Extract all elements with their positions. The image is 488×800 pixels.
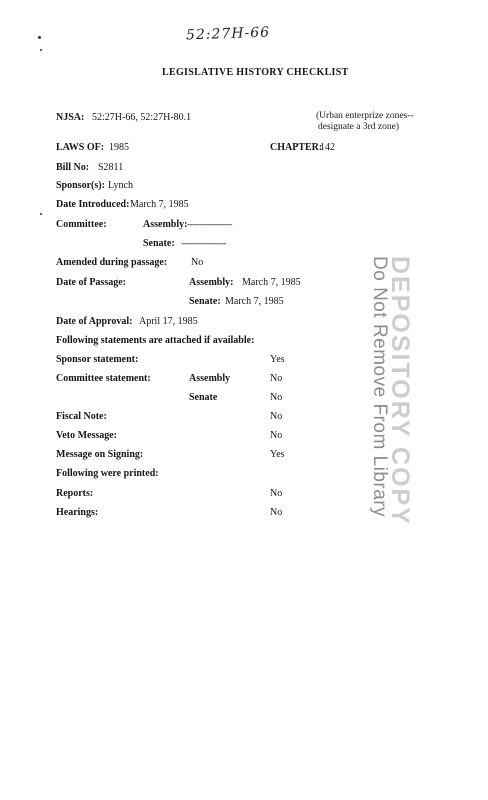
committee-statement-assembly-value: No — [270, 373, 283, 384]
fiscal-note-label: Fiscal Note: — [56, 411, 107, 422]
committee-statement-senate-value: No — [270, 392, 283, 403]
date-introduced-label: Date Introduced: — [56, 199, 130, 210]
passage-senate-label: Senate: — [189, 296, 221, 307]
sponsors-label: Sponsor(s): — [56, 180, 105, 191]
committee-statement-senate-label: Senate — [189, 392, 218, 403]
sponsors-value: Lynch — [108, 180, 133, 191]
committee-assembly-label: Assembly: — [143, 219, 188, 230]
reports-value: No — [270, 488, 283, 499]
attached-statements-header: Following statements are attached if available: — [56, 335, 255, 346]
passage-senate-value: March 7, 1985 — [225, 296, 284, 307]
sponsor-statement-value: Yes — [270, 354, 285, 365]
njsa-value: 52:27H-66, 52:27H-80.1 — [92, 112, 192, 123]
subject-note-line1: (Urban enterprize zones-- — [316, 111, 414, 121]
amended-label: Amended during passage: — [56, 257, 168, 268]
date-of-passage-label: Date of Passage: — [56, 277, 126, 288]
passage-assembly-value: March 7, 1985 — [242, 277, 301, 288]
committee-senate-label: Senate: — [143, 238, 175, 249]
date-of-approval-label: Date of Approval: — [56, 316, 133, 327]
printed-header: Following were printed: — [56, 468, 159, 479]
subject-note-line2: designate a 3rd zone) — [318, 122, 399, 132]
page-title: LEGISLATIVE HISTORY CHECKLIST — [162, 67, 349, 78]
handwritten-reference: 52:27H-66 — [185, 24, 271, 44]
depository-stamp — [338, 256, 418, 526]
njsa-label: NJSA: — [56, 112, 85, 123]
scan-speck — [40, 213, 42, 215]
hearings-value: No — [270, 507, 283, 518]
veto-message-value: No — [270, 430, 283, 441]
message-on-signing-value: Yes — [270, 449, 285, 460]
committee-statement-label: Committee statement: — [56, 373, 151, 384]
committee-statement-assembly-label: Assembly — [189, 373, 231, 384]
chapter-label: CHAPTER: — [270, 142, 323, 153]
stamp-line-do-not-remove: Do Not Remove From Library — [369, 256, 390, 518]
passage-assembly-label: Assembly: — [189, 277, 234, 288]
committee-senate-value: ------------------ — [181, 238, 226, 248]
bill-no-value: S2811 — [98, 162, 124, 173]
scan-speck — [40, 49, 42, 51]
date-of-approval-value: April 17, 1985 — [139, 316, 198, 327]
fiscal-note-value: No — [270, 411, 283, 422]
laws-of-label: LAWS OF: — [56, 142, 105, 153]
message-on-signing-label: Message on Signing: — [56, 449, 144, 460]
stamp-line-depository-copy: DEPOSITORY COPY — [386, 256, 414, 526]
subject-note — [316, 111, 414, 133]
amended-value: No — [191, 257, 204, 268]
committee-assembly-value: ------------------ — [187, 219, 232, 229]
date-introduced-value: March 7, 1985 — [130, 199, 189, 210]
reports-label: Reports: — [56, 488, 94, 499]
sponsor-statement-label: Sponsor statement: — [56, 354, 139, 365]
laws-of-value: 1985 — [109, 142, 129, 153]
veto-message-label: Veto Message: — [56, 430, 118, 441]
hearings-label: Hearings: — [56, 507, 99, 518]
scan-speck — [38, 36, 41, 39]
chapter-value: 142 — [320, 142, 335, 153]
bill-no-label: Bill No: — [56, 162, 90, 173]
committee-label: Committee: — [56, 219, 107, 230]
